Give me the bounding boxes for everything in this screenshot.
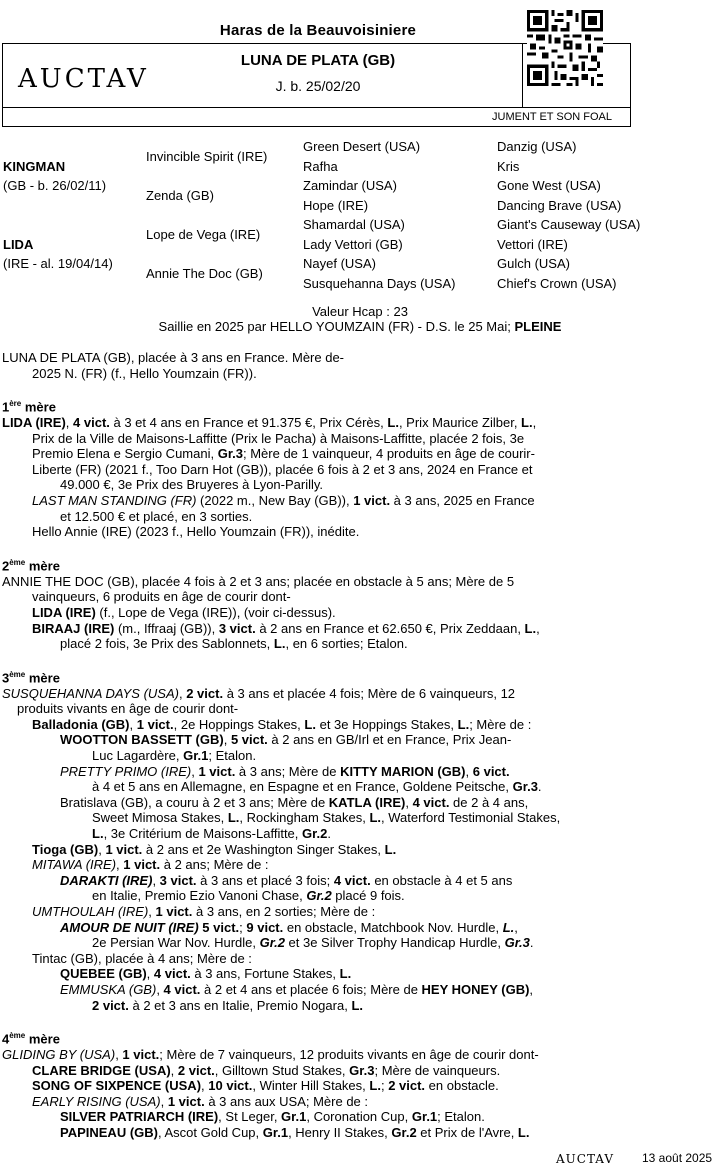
text-run: L. <box>273 636 286 652</box>
saillie-result: PLEINE <box>514 319 562 334</box>
text-run: en obstacle, Matchbook Nov. Hurdle, <box>283 919 503 935</box>
pedigree-gen3-2: Rafha <box>303 159 338 174</box>
text-run: 2 vict. <box>388 1078 426 1094</box>
text-run: à 3 ans et placée 4 fois; Mère de 6 vainqueurs, 12 <box>223 685 516 701</box>
text-run: PRETTY PRIMO (IRE) <box>60 763 192 779</box>
pedigree-gen2-3: Lope de Vega (IRE) <box>146 227 261 242</box>
text-run: 2 vict. <box>177 1062 215 1078</box>
text-run: , St Leger, <box>218 1109 282 1125</box>
text-run: 1 vict. <box>105 841 143 857</box>
text-run: DARAKTI (IRE) <box>60 872 153 888</box>
m1-line <box>2 446 614 462</box>
text-run: , 3e Critérium de Maisons-Laffitte, <box>103 826 303 842</box>
text-run: , 2e Hoppings Stakes, <box>173 716 305 732</box>
saillie-text: Saillie en 2025 par HELLO YOUMZAIN (FR) - D.S. le 25 Mai; <box>158 319 515 334</box>
auctav-logo: AUCTAV <box>18 64 149 94</box>
text-run: 3 <box>2 670 10 686</box>
text-run: 1 <box>2 399 10 415</box>
text-run: 1 vict. <box>122 1047 160 1063</box>
text-run: , <box>405 794 413 810</box>
text-run: Tioga (GB) <box>32 841 99 857</box>
text-run: . <box>327 826 331 842</box>
text-run: , <box>529 981 534 997</box>
text-run: ème <box>9 1031 26 1041</box>
m2-line: vainqueurs, 6 produits en âge de courir dont- <box>32 589 291 605</box>
text-run: , <box>146 966 154 982</box>
text-run: à 2 et 4 ans et placée 6 fois; Mère de <box>200 981 422 997</box>
m1-line: Hello Annie (IRE) (2023 f., Hello Youmzain (FR)), inédite. <box>32 524 360 540</box>
text-run: , en 6 sorties; Etalon. <box>285 636 408 652</box>
text-run: Luc Lagardère, <box>92 748 184 764</box>
text-run: placé 2 fois, 3e Prix des Sablonnets, <box>60 636 274 652</box>
header-divider <box>522 44 523 107</box>
text-run: 3 vict. <box>218 620 256 636</box>
m4-line <box>2 1125 614 1141</box>
text-run: ; Etalon. <box>437 1109 485 1125</box>
header-rule <box>3 107 630 108</box>
text-run: Balladonia (GB) <box>32 716 130 732</box>
pedigree-gen4-8: Chief's Crown (USA) <box>497 276 617 291</box>
text-run: ère <box>9 399 22 409</box>
text-run: LIDA (IRE) <box>32 604 96 620</box>
stud-name: Haras de la Beauvoisiniere <box>219 22 417 39</box>
text-run: , <box>178 685 187 701</box>
m3-line <box>2 717 614 733</box>
horse-name: LUNA DE PLATA (GB) <box>240 52 396 69</box>
text-run: AMOUR DE NUIT (IRE) <box>60 919 199 935</box>
text-run: L. <box>304 716 316 732</box>
text-run: ; Mère de 1 vainqueur, 4 produits en âge de courir- <box>243 446 535 462</box>
pedigree-body <box>2 350 614 1141</box>
text-run: ; Etalon. <box>208 748 257 764</box>
text-run: à 3 ans; Mère de <box>235 763 341 779</box>
text-run: Premio Elena e Sergio Cumani, <box>32 446 218 462</box>
text-run: à 3 et 4 ans en France et 91.375 €, Prix Cérès, <box>109 415 388 431</box>
m3-line <box>2 966 614 982</box>
text-run: CLARE BRIDGE (USA) <box>32 1062 171 1078</box>
pedigree-gen3-8: Susquehanna Days (USA) <box>303 276 456 291</box>
text-run: ; Mère de : <box>469 716 532 732</box>
text-run: placé 9 fois. <box>331 888 405 904</box>
m3-line <box>2 920 614 936</box>
text-run: ème <box>9 557 26 567</box>
text-run: L. <box>227 810 240 826</box>
text-run: Gr.2 <box>391 1125 417 1141</box>
text-run: Bratislava (GB), a couru à 2 et 3 ans; Mère de <box>60 794 329 810</box>
text-run: ; <box>239 919 247 935</box>
text-run: ; Mère de 7 vainqueurs, 12 produits vivants en âge de courir dont- <box>159 1047 539 1063</box>
text-run: Gr.3 <box>349 1062 375 1078</box>
text-run: , <box>223 732 231 748</box>
text-run: 10 vict. <box>208 1078 253 1094</box>
m3-line <box>2 842 614 858</box>
pedigree-gen3-5: Shamardal (USA) <box>303 217 405 232</box>
text-run: mère <box>25 670 60 686</box>
text-run: 1 vict. <box>167 1093 205 1109</box>
text-run: , <box>156 981 164 997</box>
section-4-heading <box>2 1028 614 1047</box>
text-run: KATLA (IRE) <box>328 794 406 810</box>
text-run: , Waterford Testimonial Stakes, <box>381 810 561 826</box>
text-run: ; Mère de vainqueurs. <box>374 1062 501 1078</box>
text-run: BIRAAJ (IRE) <box>32 620 115 636</box>
text-run: , <box>191 763 199 779</box>
m3-line <box>2 888 614 904</box>
pedigree-gen3-6: Lady Vettori (GB) <box>303 237 403 252</box>
footer-date: 13 août 2025 <box>642 1151 713 1165</box>
m1-line <box>2 415 614 431</box>
text-run: 2 vict. <box>186 685 224 701</box>
text-run: 3 vict. <box>159 872 197 888</box>
text-run: L. <box>369 810 382 826</box>
text-run: Gr.1 <box>411 1109 438 1125</box>
text-run: 1 vict. <box>136 716 174 732</box>
text-run: ; <box>380 1078 389 1094</box>
text-run: à 2 ans; Mère de : <box>160 857 269 873</box>
m3-line <box>2 686 614 702</box>
m3-line: produits vivants en âge de courir dont- <box>17 701 239 717</box>
pedigree-gen4-7: Gulch (USA) <box>497 256 570 271</box>
m3-line <box>2 873 614 889</box>
text-run: SILVER PATRIARCH (IRE) <box>60 1109 219 1125</box>
text-run: à 3 ans et placé 3 fois; <box>196 872 334 888</box>
text-run: Gr.1 <box>183 748 209 764</box>
m1-line: 49.000 €, 3e Prix des Bruyeres à Lyon-Parilly. <box>60 477 324 493</box>
pedigree-gen4-1: Danzig (USA) <box>497 139 577 154</box>
m3-line <box>2 998 614 1014</box>
sire-info: (GB - b. 26/02/11) <box>3 178 107 193</box>
text-run: à 4 et 5 ans en Allemagne, en Espagne et en France, Goldene Peitsche, <box>92 779 513 795</box>
text-run: , <box>170 1062 178 1078</box>
text-run: à 2 ans en GB/Irl et en France, Prix Jean- <box>267 732 512 748</box>
text-run: , Prix Maurice Zilber, <box>398 415 522 431</box>
text-run: mère <box>25 558 60 574</box>
footer-logo: AUCTAV <box>556 1152 615 1166</box>
text-run: L. <box>387 415 399 431</box>
text-run: , <box>98 841 106 857</box>
text-run: L. <box>369 1078 381 1094</box>
text-run: 1 vict. <box>353 493 391 509</box>
intro-line-2: 2025 N. (FR) (f., Hello Youmzain (FR)). <box>32 365 257 381</box>
text-run: à 2 et 3 ans en Italie, Premio Nogara, <box>128 997 352 1013</box>
text-run: , Henry II Stakes, <box>288 1125 392 1141</box>
pedigree-gen2-2: Zenda (GB) <box>146 188 214 203</box>
text-run: (f., Lope de Vega (IRE)), (voir ci-dessus). <box>95 604 336 620</box>
text-run: en obstacle à 4 et 5 ans <box>370 872 513 888</box>
pedigree-gen2-4: Annie The Doc (GB) <box>146 266 263 281</box>
text-run: L. <box>457 716 470 732</box>
text-run: GLIDING BY (USA) <box>2 1047 116 1063</box>
text-run: mère <box>21 399 56 415</box>
text-run: QUEBEE (GB) <box>60 966 147 982</box>
text-run: , <box>201 1078 209 1094</box>
pedigree-gen4-5: Giant's Causeway (USA) <box>497 217 641 232</box>
text-run: , <box>465 763 473 779</box>
text-run: Gr.2 <box>306 888 332 904</box>
m4-line <box>2 1109 614 1125</box>
pedigree-gen3-3: Zamindar (USA) <box>303 178 397 193</box>
text-run: mère <box>25 1031 60 1047</box>
text-run: (2022 m., New Bay (GB)), <box>196 493 354 509</box>
m2-line <box>2 636 614 652</box>
m3-line <box>2 779 614 795</box>
text-run: EMMUSKA (GB) <box>60 981 157 997</box>
pedigree-gen3-1: Green Desert (USA) <box>303 139 421 154</box>
text-run: Gr.2 <box>302 826 328 842</box>
text-run: 9 vict. <box>246 919 284 935</box>
text-run: 5 vict. <box>202 919 240 935</box>
text-run: 4 vict. <box>153 966 191 982</box>
text-run: 6 vict. <box>472 763 510 779</box>
pedigree-gen4-2: Kris <box>497 159 520 174</box>
text-run: Gr.1 <box>262 1125 289 1141</box>
m2-line <box>2 605 614 621</box>
text-run: L. <box>339 966 352 982</box>
text-run: KITTY MARION (GB) <box>340 763 466 779</box>
text-run: LAST MAN STANDING (FR) <box>32 493 197 509</box>
text-run: L. <box>351 997 363 1013</box>
text-run: WOOTTON BASSETT (GB) <box>60 732 224 748</box>
text-run: de 2 à 4 ans, <box>449 794 529 810</box>
qr-code-icon[interactable] <box>527 10 603 86</box>
text-run: , <box>129 716 137 732</box>
m3-line <box>2 732 614 748</box>
text-run: Gr.3 <box>512 779 538 795</box>
category-tag: JUMENT ET SON FOAL <box>492 111 613 123</box>
text-run: , Coronation Cup, <box>306 1109 412 1125</box>
text-run: , <box>536 620 540 636</box>
text-run: . <box>529 935 534 951</box>
m3-line <box>2 795 614 811</box>
text-run: à 2 ans et 2e Washington Singer Stakes, <box>142 841 385 857</box>
text-run: Gr.1 <box>281 1109 307 1125</box>
text-run: 2 <box>2 558 10 574</box>
text-run: MITAWA (IRE) <box>32 857 117 873</box>
hcap-value: Valeur Hcap : 23 <box>312 304 408 319</box>
text-run: L. <box>384 841 397 857</box>
text-run: 4 vict. <box>333 872 371 888</box>
text-run: à 2 ans en France et 62.650 €, Prix Zeddaan, <box>255 620 525 636</box>
text-run: , <box>514 919 518 935</box>
text-run: , Rockingham Stakes, <box>239 810 370 826</box>
text-run: , <box>65 415 74 431</box>
text-run: à 3 ans, Fortune Stakes, <box>190 966 340 982</box>
text-run: à 3 ans aux USA; Mère de : <box>204 1093 369 1109</box>
text-run: Gr.3 <box>504 935 530 951</box>
text-run: 1 vict. <box>155 903 193 919</box>
text-run: 2 vict. <box>92 997 129 1013</box>
text-run: L. <box>502 919 515 935</box>
text-run: PAPINEAU (GB) <box>60 1125 158 1141</box>
text-run: L. <box>92 826 104 842</box>
text-run: 5 vict. <box>230 732 268 748</box>
text-run: Gr.3 <box>217 446 243 462</box>
text-run: LIDA (IRE) <box>2 415 66 431</box>
text-run: Gr.2 <box>259 935 285 951</box>
text-run: 4 vict. <box>412 794 450 810</box>
dam-name: LIDA <box>3 237 34 252</box>
m1-line: et 12.500 € et placé, en 3 sorties. <box>60 508 253 524</box>
text-run: EARLY RISING (USA) <box>32 1093 161 1109</box>
text-run: et Prix de l'Avre, <box>416 1125 518 1141</box>
text-run: UMTHOULAH (IRE) <box>32 903 149 919</box>
text-run: . <box>537 779 542 795</box>
text-run: à 3 ans, en 2 sorties; Mère de : <box>192 903 376 919</box>
m3-line <box>2 764 614 780</box>
section-3-heading <box>2 667 614 686</box>
text-run: , Winter Hill Stakes, <box>252 1078 370 1094</box>
m4-line <box>2 1094 614 1110</box>
m3-line <box>2 935 614 951</box>
m4-line <box>2 1078 614 1094</box>
text-run: à 3 ans, 2025 en France <box>390 493 535 509</box>
text-run: en obstacle. <box>425 1078 499 1094</box>
text-run: SONG OF SIXPENCE (USA) <box>32 1078 202 1094</box>
text-run: , Gilltown Stud Stakes, <box>214 1062 350 1078</box>
text-run: , Ascot Gold Cup, <box>157 1125 263 1141</box>
saillie-line <box>0 319 720 334</box>
m3-line <box>2 857 614 873</box>
sire-name: KINGMAN <box>3 159 66 174</box>
m2-line: ANNIE THE DOC (GB), placée 4 fois à 2 et 3 ans; placée en obstacle à 5 ans; Mère de 5 <box>2 573 515 589</box>
m1-line <box>2 493 614 509</box>
text-run: et 3e Hoppings Stakes, <box>315 716 458 732</box>
text-run: 1 vict. <box>123 857 161 873</box>
m3-line <box>2 748 614 764</box>
m4-line <box>2 1047 614 1063</box>
text-run: HEY HONEY (GB) <box>421 981 530 997</box>
text-run: SUSQUEHANNA DAYS (USA) <box>2 685 179 701</box>
m3-line <box>2 982 614 998</box>
text-run: L. <box>517 1125 530 1141</box>
text-run: , <box>116 857 124 873</box>
horse-birth: J. b. 25/02/20 <box>275 78 361 94</box>
pedigree-gen4-3: Gone West (USA) <box>497 178 601 193</box>
text-run: 4 <box>2 1031 10 1047</box>
text-run: 4 vict. <box>73 415 110 431</box>
m1-line: Prix de la Ville de Maisons-Laffitte (Prix le Pacha) à Maisons-Laffitte, placée 2 fois, 3e <box>32 430 525 446</box>
m4-line <box>2 1063 614 1079</box>
text-run: en Italie, Premio Ezio Vanoni Chase, <box>92 888 307 904</box>
pedigree-gen4-6: Vettori (IRE) <box>497 237 568 252</box>
pedigree-gen3-7: Nayef (USA) <box>303 256 376 271</box>
m3-line <box>2 904 614 920</box>
text-run: 4 vict. <box>163 981 201 997</box>
text-run: , <box>115 1047 123 1063</box>
text-run: , <box>160 1093 168 1109</box>
text-run: L. <box>524 620 537 636</box>
text-run: , <box>148 903 156 919</box>
m3-line: Tintac (GB), placée à 4 ans; Mère de : <box>32 950 252 966</box>
text-run: , <box>532 415 537 431</box>
text-run: 1 vict. <box>198 763 236 779</box>
text-run: (m., Iffraaj (GB)), <box>114 620 219 636</box>
pedigree-gen3-4: Hope (IRE) <box>303 198 369 213</box>
text-run: L. <box>521 415 533 431</box>
section-1-heading <box>2 396 614 415</box>
m3-line <box>2 826 614 842</box>
intro-line-1: LUNA DE PLATA (GB), placée à 3 ans en France. Mère de- <box>2 350 345 365</box>
dam-info: (IRE - al. 19/04/14) <box>3 256 113 271</box>
pedigree-gen2-1: Invincible Spirit (IRE) <box>146 149 268 164</box>
m1-line: Liberte (FR) (2021 f., Too Darn Hot (GB)), placée 6 fois à 2 et 3 ans, 2024 en France et <box>32 461 533 477</box>
text-run: et 3e Silver Trophy Handicap Hurdle, <box>284 935 505 951</box>
pedigree-gen4-4: Dancing Brave (USA) <box>497 198 622 213</box>
text-run: Sweet Mimosa Stakes, <box>92 810 228 826</box>
text-run: ème <box>9 669 26 679</box>
section-2-heading <box>2 555 614 574</box>
m3-line <box>2 810 614 826</box>
text-run: , <box>152 872 160 888</box>
text-run: 2e Persian War Nov. Hurdle, <box>92 935 260 951</box>
m2-line <box>2 621 614 637</box>
